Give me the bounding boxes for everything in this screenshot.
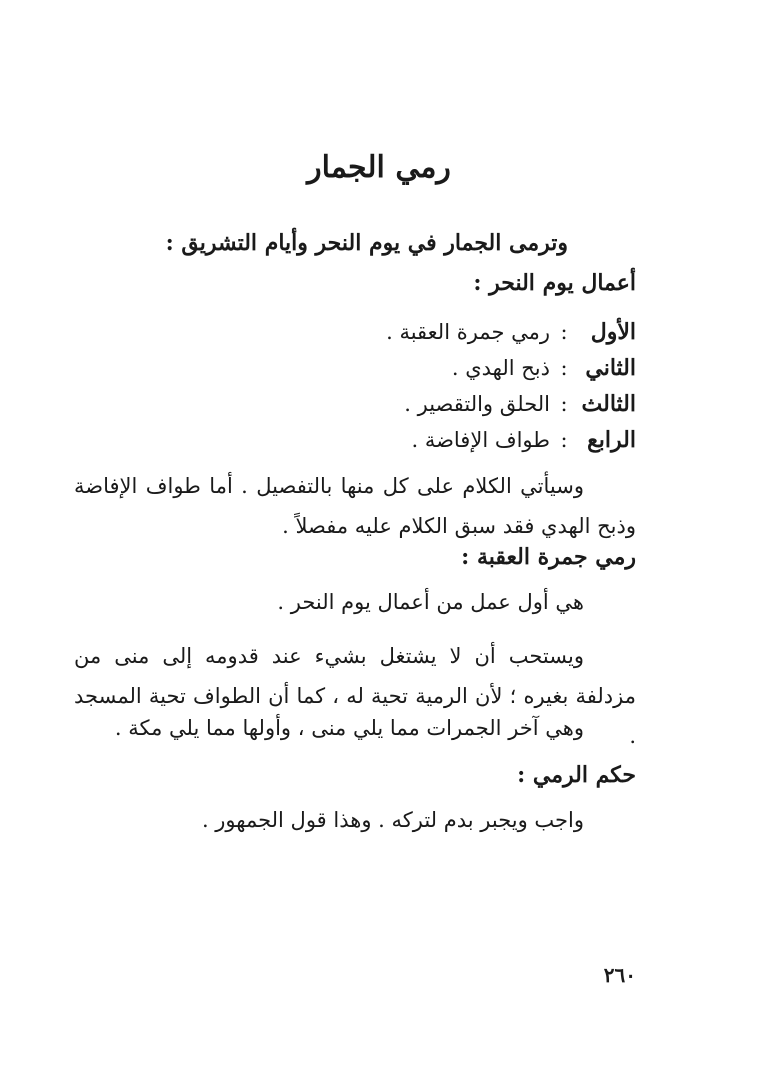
list-item xyxy=(74,386,636,422)
item-term: الثاني xyxy=(585,355,636,381)
item-colon: : xyxy=(560,320,568,344)
list-item xyxy=(74,422,636,458)
hukm-paragraph: واجب ويجبر بدم لتركه . وهذا قول الجمهور . xyxy=(201,808,584,832)
item-term: الرابع xyxy=(587,427,636,453)
item-text: الحلق والتقصير . xyxy=(404,392,550,416)
page-title: رمي الجمار xyxy=(307,150,451,185)
list-item xyxy=(74,350,636,386)
section-heading-aqaba: رمي جمرة العقبة : xyxy=(461,544,636,570)
nahr-items-list xyxy=(74,314,636,458)
item-colon: : xyxy=(560,428,568,452)
item-colon: : xyxy=(560,392,568,416)
aqaba-first-paragraph: هي أول عمل من أعمال يوم النحر . xyxy=(277,590,584,614)
aqaba-recommend-paragraph: ويستحب أن لا يشتغل بشيء عند قدومه إلى منى من مزدلفة بغيره ؛ لأن الرمية تحية له ، كما أن الطواف تحية المسجد . xyxy=(74,644,636,748)
item-text: ذبح الهدي . xyxy=(451,356,550,380)
item-term: الأول xyxy=(590,319,636,345)
details-paragraph: وسيأتي الكلام على كل منها بالتفصيل . أما طواف الإفاضة وذبح الهدي فقد سبق الكلام عليه مفصلاً . xyxy=(74,474,636,538)
item-text: رمي جمرة العقبة . xyxy=(386,320,550,344)
item-term: الثالث xyxy=(581,391,636,417)
aqaba-last-paragraph: وهي آخر الجمرات مما يلي منى ، وأولها مما يلي مكة . xyxy=(114,716,584,740)
intro-line: وترمى الجمار في يوم النحر وأيام التشريق : xyxy=(165,230,568,256)
section-heading-nahr: أعمال يوم النحر : xyxy=(473,270,636,296)
item-colon: : xyxy=(560,356,568,380)
section-heading-hukm: حكم الرمي : xyxy=(517,762,636,788)
list-item xyxy=(74,314,636,350)
page-number: ٢٦٠ xyxy=(603,963,636,987)
item-text: طواف الإفاضة . xyxy=(411,428,550,452)
